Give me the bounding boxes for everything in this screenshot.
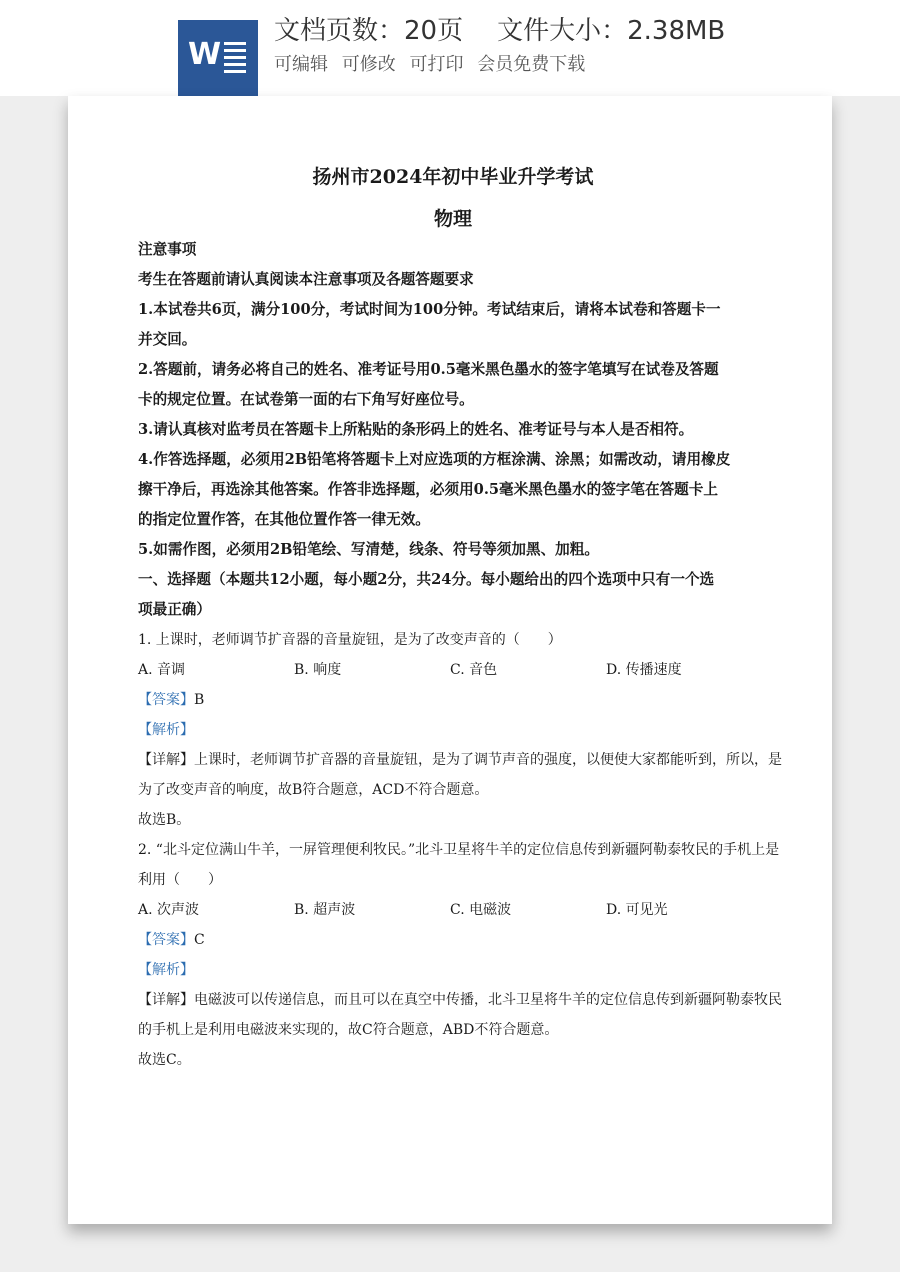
section-heading-line-1: 一、选择题（本题共12小题，每小题2分，共24分。每小题给出的四个选项中只有一个选 [138, 571, 715, 588]
question-1-answer [138, 693, 204, 707]
question-2-detail-line-2: 的手机上是利用电磁波来实现的，故C符合题意，ABD不符合题意。 [138, 1022, 559, 1038]
notice-heading: 注意事项 [138, 241, 197, 258]
question-1-option-d: D. 传播速度 [606, 662, 682, 678]
question-2-option-b: B. 超声波 [294, 902, 356, 918]
question-2-option-a: A. 次声波 [138, 902, 200, 918]
question-2-stem-line-1: 2. “北斗定位满山牛羊，一屏管理便利牧民。”北斗卫星将牛羊的定位信息传到新疆阿勒泰牧民的手机上是 [138, 842, 780, 858]
banner-title [274, 18, 725, 44]
rule-2-line-2: 卡的规定位置。在试卷第一面的右下角写好座位号。 [138, 391, 474, 408]
question-2-analysis-tag: 【解析】 [138, 962, 194, 978]
rule-4-line-1: 4.作答选择题，必须用2B铅笔将答题卡上对应选项的方框涂满、涂黑；如需改动，请用橡皮 [138, 451, 731, 468]
feature-modifiable: 可修改 [341, 54, 396, 75]
rule-1-line-1: 1.本试卷共6页，满分100分，考试时间为100分钟。考试结束后，请将本试卷和答题卡一 [138, 301, 721, 318]
question-2-stem-line-2: 利用（ ） [138, 872, 222, 888]
exam-title: 扬州市2024年初中毕业升学考试 [312, 166, 594, 188]
notice-intro: 考生在答题前请认真阅读本注意事项及各题答题要求 [138, 271, 474, 288]
question-1-option-a: A. 音调 [138, 662, 186, 678]
answer-tag: 【答案】 [138, 932, 194, 948]
rule-1-line-2: 并交回。 [138, 331, 197, 348]
word-letter: W [188, 37, 222, 72]
question-2-answer [138, 933, 205, 947]
rule-5: 5.如需作图，必须用2B铅笔绘、写清楚，线条、符号等须加黑、加粗。 [138, 541, 599, 558]
question-1-conclusion: 故选B。 [138, 812, 191, 828]
rule-3: 3.请认真核对监考员在答题卡上所粘贴的条形码上的姓名、准考证号与本人是否相符。 [138, 421, 694, 438]
download-banner [0, 0, 900, 96]
feature-member-download: 会员免费下载 [477, 54, 586, 75]
rule-4-line-2: 擦干净后，再选涂其他答案。作答非选择题，必须用0.5毫米黑色墨水的签字笔在答题卡上 [138, 481, 718, 498]
feature-editable: 可编辑 [274, 54, 328, 75]
word-document-icon [178, 20, 258, 96]
section-heading-line-2: 项最正确） [138, 601, 211, 618]
rule-2-line-1: 2.答题前，请务必将自己的姓名、准考证号用0.5毫米黑色墨水的签字笔填写在试卷及答题 [138, 361, 719, 378]
word-lines-decoration [224, 42, 246, 76]
question-2-option-c: C. 电磁波 [450, 902, 512, 918]
answer-value: B [194, 692, 205, 708]
page-count-label: 文档页数：20页 [274, 16, 464, 46]
file-size-label: 文件大小：2.38MB [497, 16, 726, 46]
question-1-detail-line-1: 【详解】上课时，老师调节扩音器的音量旋钮，是为了调节声音的强度，以便使大家都能听到，所以，是 [138, 752, 782, 768]
rule-4-line-3: 的指定位置作答，在其他位置作答一律无效。 [138, 511, 430, 528]
document-page [68, 96, 832, 1224]
feature-list [274, 56, 593, 74]
question-1-detail-line-2: 为了改变声音的响度，故B符合题意，ACD不符合题意。 [138, 782, 489, 798]
feature-printable: 可打印 [409, 54, 464, 75]
question-2-detail-line-1: 【详解】电磁波可以传递信息，而且可以在真空中传播，北斗卫星将牛羊的定位信息传到新疆阿勒泰牧民 [138, 992, 782, 1008]
exam-subject: 物理 [433, 208, 472, 230]
question-1-option-b: B. 响度 [294, 662, 342, 678]
question-2-option-d: D. 可见光 [606, 902, 668, 918]
question-1-analysis-tag: 【解析】 [138, 722, 194, 738]
question-1-stem: 1. 上课时，老师调节扩音器的音量旋钮，是为了改变声音的（ ） [138, 632, 562, 648]
question-1-option-c: C. 音色 [450, 662, 498, 678]
answer-tag: 【答案】 [138, 692, 194, 708]
answer-value: C [194, 932, 205, 948]
question-2-conclusion: 故选C。 [138, 1052, 191, 1068]
